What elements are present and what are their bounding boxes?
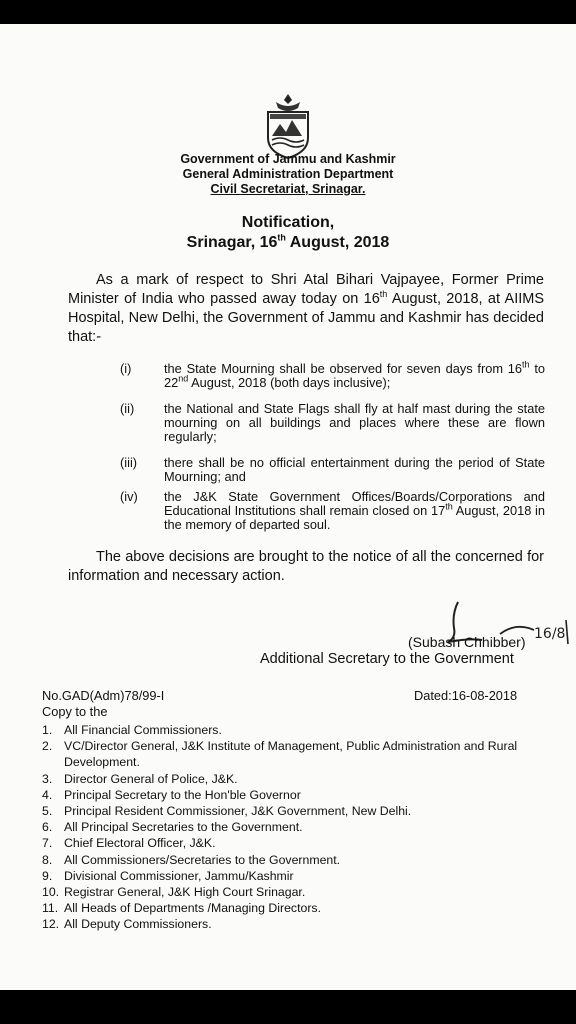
list-item: 10. Registrar General, J&K High Court Srinagar. <box>42 885 306 900</box>
list-item: 3. Director General of Police, J&K. <box>42 771 238 786</box>
list-item: 1. All Financial Commissioners. <box>42 723 222 737</box>
decision-text: the State Mourning shall be observed for seven days from 16th to 22nd August, 2018 (both days inclusive); <box>164 359 545 390</box>
list-item: 11. All Heads of Departments /Managing Directors. <box>42 901 321 916</box>
notification-place-date: Srinagar, 16th August, 2018 <box>186 232 390 251</box>
list-item: 4. Principal Secretary to the Hon'ble Governor <box>42 787 301 802</box>
signature-date-scribble: 16/8 <box>534 626 566 642</box>
list-item: 5. Principal Resident Commissioner, J&K Government, New Delhi. <box>42 804 412 819</box>
decision-text: the J&K State Government Offices/Boards/Corporations and Educational Institutions shall remain closed on 17th August, 2018 in the memory of departed soul. <box>164 489 545 532</box>
list-item: 2. VC/Director General, J&K Institute of Management, Public Administration and Rural Development. <box>42 739 518 770</box>
decision-text: the National and State Flags shall fly at half mast during the state mourning on all buildings and places where these are flown regularly; <box>164 401 545 444</box>
list-item: 8. All Commissioners/Secretaries to the Government. <box>42 852 341 867</box>
document-page <box>0 24 576 990</box>
signatory-name: (Subash Chhibber) <box>408 634 526 650</box>
header-department: General Administration Department <box>182 167 394 181</box>
closing-paragraph: The above decisions are brought to the notice of all the concerned for information and necessary action. <box>68 549 544 584</box>
decision-number: (iv) <box>120 489 138 504</box>
decision-number: (ii) <box>120 401 135 416</box>
intro-paragraph: As a mark of respect to Shri Atal Bihari Vajpayee, Former Prime Minister of India who passed away today on 16th August, 2018, at AIIMS Hospital, New Delhi, the Government of Jammu and Kashmir has decided that:- <box>68 272 544 345</box>
signatory-designation: Additional Secretary to the Government <box>260 651 514 667</box>
notification-title: Notification, <box>241 214 335 231</box>
list-item: 12. All Deputy Commissioners. <box>42 917 212 932</box>
copy-to-label: Copy to the <box>42 704 108 719</box>
decision-text: there shall be no official entertainment during the period of State Mourning; and <box>164 455 545 484</box>
header-government: Government of Jammu and Kashmir <box>180 152 396 166</box>
header-secretariat: Civil Secretariat, Srinagar. <box>210 182 366 196</box>
recipient-list <box>42 722 542 933</box>
list-item: 9. Divisional Commissioner, Jammu/Kashmir <box>42 868 294 883</box>
dated-text: Dated:16-08-2018 <box>414 688 518 703</box>
decision-number: (i) <box>120 361 132 376</box>
list-item: 6. All Principal Secretaries to the Government. <box>42 820 303 835</box>
list-item: 7. Chief Electoral Officer, J&K. <box>42 836 216 851</box>
reference-number: No.GAD(Adm)78/99-I <box>42 688 165 703</box>
decision-number: (iii) <box>120 455 138 470</box>
